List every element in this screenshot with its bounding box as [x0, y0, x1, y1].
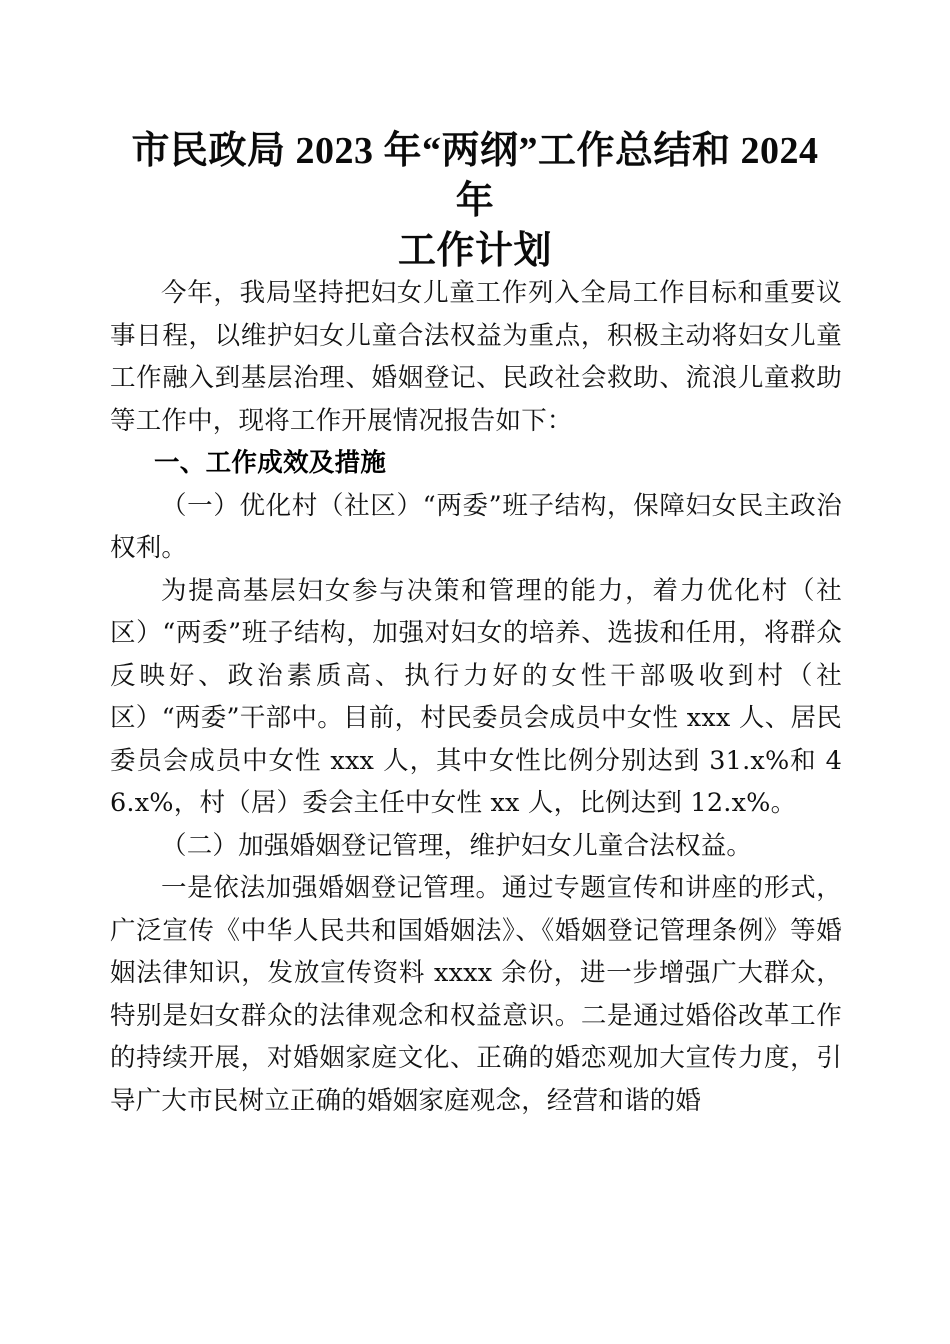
subsection-heading-one: （一）优化村（社区）“两委”班子结构，保障妇女民主政治权利。: [110, 490, 842, 563]
paragraph-intro: 今年，我局坚持把妇女儿童工作列入全局工作目标和重要议事日程，以维护妇女儿童合法权益为重点，积极主动将妇女儿童工作融入到基层治理、婚姻登记、民政社会救助、流浪儿童救助等工作中，现将工作开展情况报告如下：: [110, 278, 842, 436]
page-title-line-2: 工作计划: [397, 230, 552, 272]
subsection-heading-two: （二）加强婚姻登记管理，维护妇女儿童合法权益。: [161, 830, 753, 861]
page-title-line-1: 市民政局 2023 年“两纲”工作总结和 2024 年: [131, 130, 819, 222]
page-title: [110, 126, 840, 276]
section-heading-one: 一、工作成效及措施: [154, 449, 387, 477]
subsection-one-body: 为提高基层妇女参与决策和管理的能力，着力优化村（社区）“两委”班子结构，加强对妇女的培养、选拔和任用，将群众反映好、政治素质高、执行力好的女性干部吸收到村（社区）“两委”干部中。目前，村民委员会成员中女性 xxx 人、居民委员会成员中女性 xxx 人，其中女性比例分别达到 31.x%和 46.x%，村（居）委会主任中女性 xx 人，比例达到 12.x%。: [110, 575, 842, 818]
document-body: [110, 272, 842, 1122]
subsection-two-body: 一是依法加强婚姻登记管理。通过专题宣传和讲座的形式，广泛宣传《中华人民共和国婚姻法》、《婚姻登记管理条例》等婚姻法律知识，发放宣传资料 xxxx 余份，进一步增强广大群众，特别是妇女群众的法律观念和权益意识。二是通过婚俗改革工作的持续开展，对婚姻家庭文化、正确的婚恋观加大宣传力度，引导广大市民树立正确的婚姻家庭观念，经营和谐的婚: [110, 873, 842, 1116]
